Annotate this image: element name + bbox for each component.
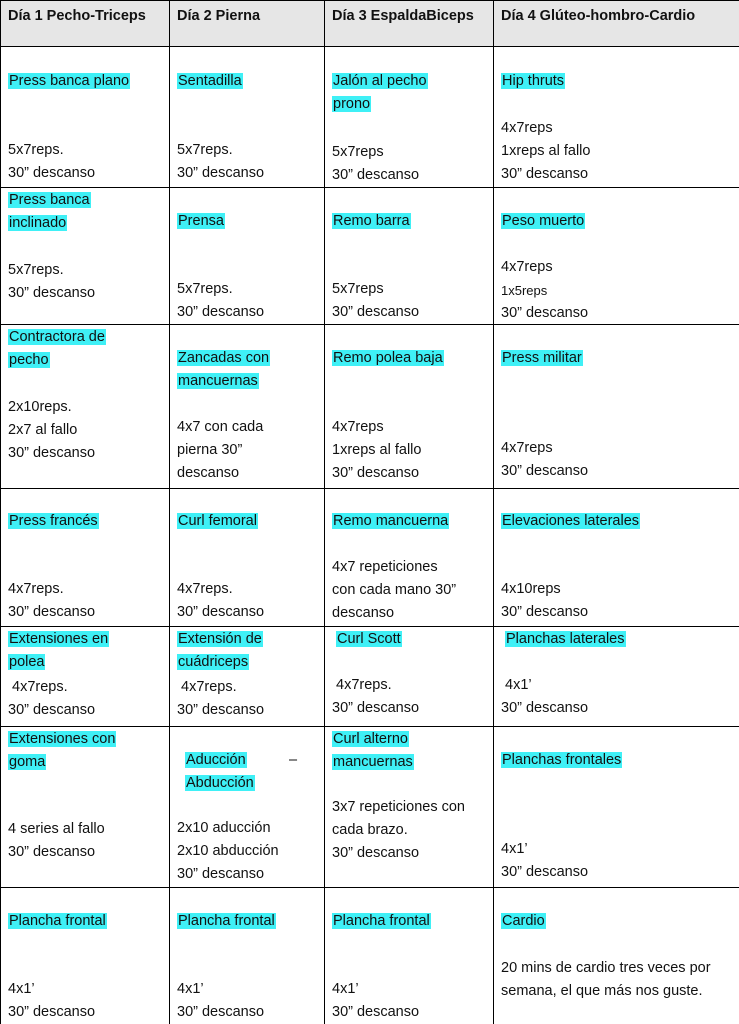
row-border bbox=[0, 46, 739, 47]
exercise-cell bbox=[501, 70, 731, 93]
exercise-cell bbox=[185, 749, 265, 772]
column-border bbox=[169, 0, 170, 1024]
exercise-name: Remo polea baja bbox=[333, 350, 443, 366]
header-day-3: Día 3 EspaldaBiceps bbox=[332, 8, 474, 24]
exercise-name: Zancadas con mancuernas bbox=[178, 350, 270, 389]
exercise-details: 4x7 con cada pierna 30” descanso bbox=[177, 419, 264, 481]
exercise-cell bbox=[336, 628, 486, 651]
exercise-details: 5x7reps. 30” descanso bbox=[177, 281, 265, 320]
exercise-dash: – bbox=[289, 752, 298, 768]
row-border bbox=[0, 626, 739, 627]
exercise-cell bbox=[177, 347, 292, 393]
exercise-details: 4x7reps. 30” descanso bbox=[177, 581, 265, 620]
exercise-details: 4 series al fallo 30” descanso bbox=[8, 821, 105, 860]
exercise-details: 5x7reps. 30” descanso bbox=[8, 262, 96, 301]
exercise-name: Contractora de pecho bbox=[9, 329, 105, 368]
exercise-cell bbox=[185, 772, 265, 795]
exercise-details: 4x7reps. 30” descanso bbox=[177, 679, 265, 718]
row-border bbox=[0, 324, 739, 325]
exercise-name: Plancha frontal bbox=[333, 913, 430, 929]
exercise-name: Remo mancuerna bbox=[333, 513, 449, 529]
exercise-details: 5x7reps 30” descanso bbox=[332, 144, 420, 183]
exercise-cell bbox=[8, 510, 163, 533]
exercise-name: Curl alterno mancuernas bbox=[333, 731, 413, 770]
exercise-details: 4x1’ 30” descanso bbox=[501, 677, 589, 716]
exercise-name: Curl femoral bbox=[178, 513, 257, 529]
exercise-cell bbox=[501, 510, 731, 533]
exercise-details: 2x10 aducción 2x10 abducción 30” descanso bbox=[177, 820, 279, 882]
exercise-name: Hip thruts bbox=[502, 73, 565, 89]
exercise-cell bbox=[501, 210, 731, 233]
exercise-details: 4x1’ 30” descanso bbox=[177, 981, 265, 1020]
exercise-name: Plancha frontal bbox=[178, 913, 275, 929]
exercise-name: Cardio bbox=[502, 913, 545, 929]
exercise-cell bbox=[332, 210, 487, 233]
exercise-name: Jalón al pecho prono bbox=[333, 73, 427, 112]
column-border bbox=[324, 0, 325, 1024]
exercise-cell bbox=[177, 70, 317, 93]
exercise-cell bbox=[177, 910, 317, 933]
exercise-cell bbox=[501, 347, 731, 370]
exercise-details: 4x1’ 30” descanso bbox=[8, 981, 96, 1020]
exercise-details: 4x1’ 30” descanso bbox=[332, 981, 420, 1020]
exercise-cell bbox=[8, 910, 163, 933]
exercise-cell bbox=[332, 510, 487, 533]
exercise-details: 3x7 repeticiones con cada brazo. 30” descanso bbox=[332, 799, 465, 861]
exercise-name: Extensión de cuádriceps bbox=[178, 631, 262, 670]
exercise-cell bbox=[8, 70, 163, 93]
exercise-details: 4x7reps 30” descanso bbox=[501, 440, 589, 479]
exercise-name: Extensiones en polea bbox=[9, 631, 109, 670]
exercise-name-line2: Abducción bbox=[186, 775, 254, 791]
exercise-details: 4x7 repeticiones con cada mano 30” descanso bbox=[332, 559, 457, 621]
column-border bbox=[493, 0, 494, 1024]
exercise-name: Peso muerto bbox=[502, 213, 585, 229]
header-day-4: Día 4 Glúteo-hombro-Cardio bbox=[501, 8, 696, 24]
exercise-details: 2x10reps. 2x7 al fallo 30” descanso bbox=[8, 399, 96, 461]
exercise-details: 5x7reps. 30” descanso bbox=[8, 142, 96, 181]
exercise-cell bbox=[177, 210, 317, 233]
exercise-cell bbox=[177, 628, 287, 674]
exercise-name: Press francés bbox=[9, 513, 98, 529]
exercise-name: Press banca plano bbox=[9, 73, 130, 89]
header-day-1: Día 1 Pecho-Triceps bbox=[8, 8, 146, 24]
exercise-name: Press militar bbox=[502, 350, 582, 366]
exercise-cell bbox=[332, 70, 447, 116]
exercise-cell bbox=[8, 326, 133, 372]
exercise-cell bbox=[501, 749, 731, 772]
exercise-details: 4x7reps. 30” descanso bbox=[8, 679, 96, 718]
exercise-cell bbox=[8, 189, 118, 235]
column-border bbox=[0, 0, 1, 1024]
exercise-details: 4x7reps 1xreps al fallo 30” descanso bbox=[501, 120, 591, 182]
row-border bbox=[0, 0, 739, 1]
exercise-name: Extensiones con goma bbox=[9, 731, 116, 770]
row-border bbox=[0, 187, 739, 188]
exercise-cell bbox=[501, 910, 731, 933]
exercise-details: 4x7reps. 30” descanso bbox=[8, 581, 96, 620]
exercise-name: Curl Scott bbox=[337, 631, 401, 647]
row-border bbox=[0, 488, 739, 489]
exercise-details: 20 mins de cardio tres veces por semana, el que más nos guste. bbox=[501, 960, 711, 999]
exercise-name: Planchas frontales bbox=[502, 752, 622, 768]
exercise-details: 4x1’ 30” descanso bbox=[501, 841, 589, 880]
exercise-cell bbox=[177, 510, 317, 533]
exercise-name: Planchas laterales bbox=[506, 631, 625, 647]
exercise-details: 4x7reps. 30” descanso bbox=[332, 677, 420, 716]
exercise-details: 4x10reps 30” descanso bbox=[501, 581, 589, 620]
exercise-details: 4x7reps 1xreps al fallo 30” descanso bbox=[332, 419, 422, 481]
exercise-name: Press banca inclinado bbox=[9, 192, 90, 231]
exercise-name: Plancha frontal bbox=[9, 913, 106, 929]
exercise-name: Sentadilla bbox=[178, 73, 242, 89]
exercise-cell bbox=[332, 728, 442, 774]
exercise-name: Prensa bbox=[178, 213, 224, 229]
header-day-2: Día 2 Pierna bbox=[177, 8, 261, 24]
exercise-details: 5x7reps. 30” descanso bbox=[177, 142, 265, 181]
exercise-cell bbox=[332, 910, 487, 933]
exercise-details: 5x7reps 30” descanso bbox=[332, 281, 420, 320]
row-border bbox=[0, 726, 739, 727]
exercise-cell bbox=[505, 628, 731, 651]
exercise-details: 4x7reps 1x5reps 30” descanso bbox=[501, 259, 589, 321]
exercise-name: Remo barra bbox=[333, 213, 410, 229]
row-border bbox=[0, 887, 739, 888]
exercise-name: Aducción bbox=[186, 752, 246, 768]
exercise-cell bbox=[8, 628, 128, 674]
exercise-cell bbox=[8, 728, 133, 774]
exercise-cell bbox=[332, 347, 487, 370]
exercise-name: Elevaciones laterales bbox=[502, 513, 640, 529]
